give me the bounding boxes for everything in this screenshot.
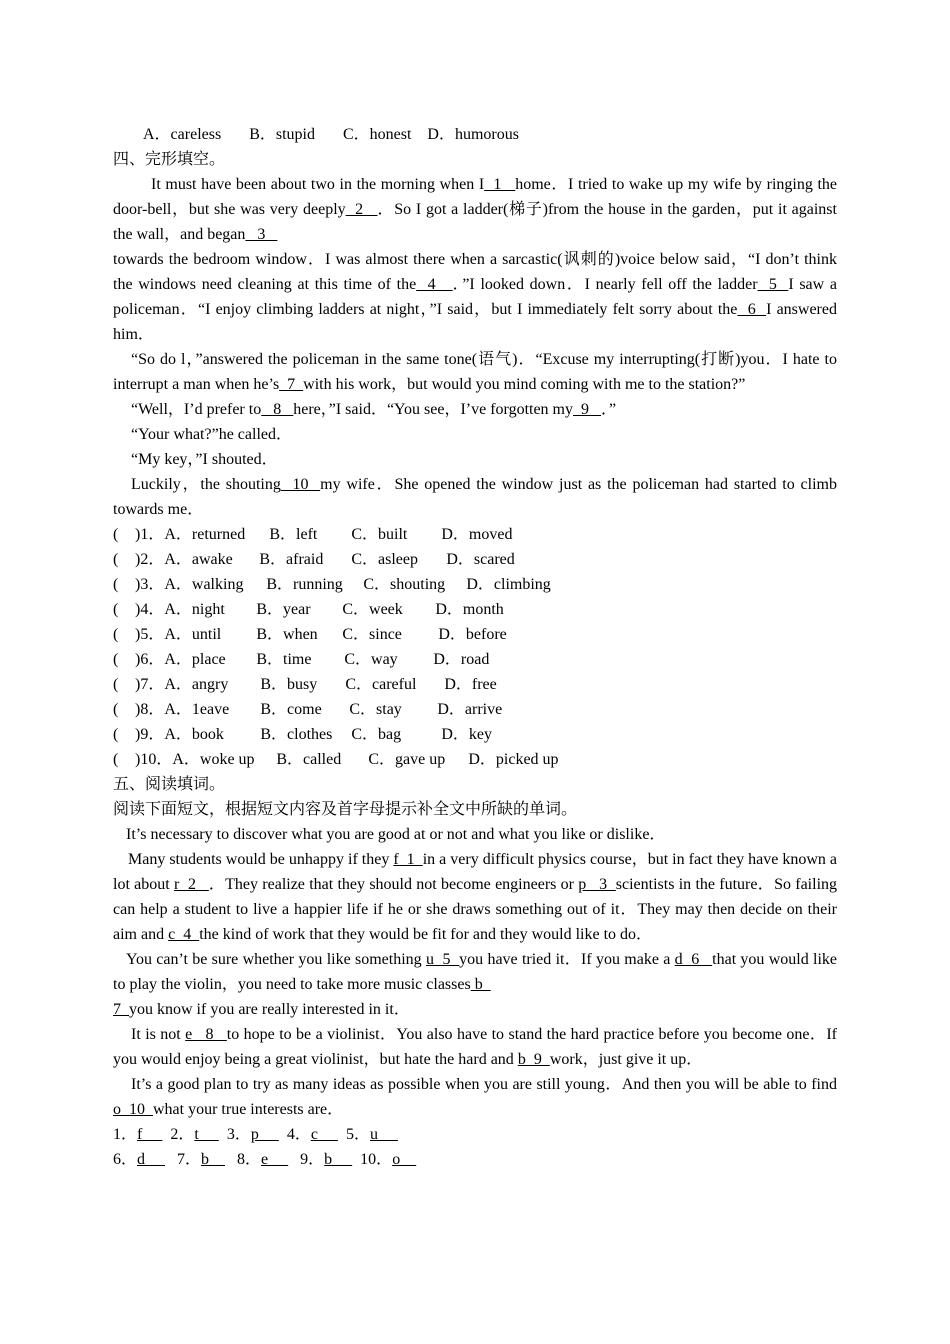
reading-blank-6: d 6 [674,951,713,968]
cloze-paragraph-3: “So do l，”answered the policeman in the same tone(语气)．“Excuse my interrupting(打断)you．I hate to interrupt a man when he’s 7 with his work，but would you mind coming with me to the station?” [113,351,837,393]
cloze-paragraph-5: “Your what?”he called． [131,426,292,443]
question-row: ( )4．A．night B．year C．week D．month [113,601,504,618]
reading-blank-1: f 1 [393,851,423,868]
reading-blank-10: o 10 [113,1101,153,1118]
reading-paragraph-2: Many students would be unhappy if they f 1 in a very difficult physics course，but in fact they have known a lot about r 2 ．They realize that they should not become engineers or p 3 scientists in the future．So failing can help a student to live a happier life if he or she draws something out of it．They may then decide on their aim and c 4 the kind of work that they would be fit for and they would like to do． [113,851,838,943]
reading-blank-4: c 4 [168,926,200,943]
cloze-paragraph-6: “My key，”I shouted． [131,451,278,468]
answer-blank: o [392,1151,417,1168]
answer-blank: f [137,1126,163,1143]
question-row: ( )10．A．woke up B．called C．gave up D．picked up [113,751,559,768]
previous-question-options: A．careless B．stupid C．honest D．humorous [143,126,519,143]
answer-blank: t [194,1126,219,1143]
question-row: ( )6．A．place B．time C．way D．road [113,651,490,668]
cloze-blank-2: 2 [345,201,378,218]
reading-paragraph-5: It’s a good plan to try as many ideas as possible when you are still young．And then you will be able to find o 10 what your true interests are． [113,1076,837,1118]
answer-blank: p [250,1126,279,1143]
answer-blank: d [137,1151,166,1168]
question-row: ( )2．A．awake B．afraid C．asleep D．scared [113,551,515,568]
answer-blank: e [261,1151,289,1168]
answer-blank: c [310,1126,338,1143]
reading-blank-7: b [470,976,491,993]
answer-blank: b [324,1151,353,1168]
cloze-blank-8: 8 [261,401,294,418]
section-4-heading: 四、完形填空。 [113,151,226,168]
question-row: ( )8．A．1eave B．come C．stay D．arrive [113,701,503,718]
question-row: ( )5．A．until B．when C．since D．before [113,626,507,643]
cloze-blank-7: 7 [279,376,304,393]
reading-blank-9: b 9 [517,1051,550,1068]
reading-blank-5: u 5 [425,951,460,968]
question-row: ( )3．A．walking B．running C．shouting D．climbing [113,576,551,593]
cloze-paragraph-1: It must have been about two in the morning when I 1 home．I tried to wake up my wife by ringing the door-bell，but she was very deeply 2 ．So I got a ladder(梯子)from the house in the garden，put it against the wall，and began 3 [113,176,838,243]
reading-paragraph-3: You can’t be sure whether you like something u 5 you have tried it．If you make a d 6 that you would like to play the violin，you need to take more music classes b [113,951,838,993]
question-row: ( )7．A．angry B．busy C．careful D．free [113,676,497,693]
reading-paragraph-4: It is not e 8 to hope to be a violinist．You also have to stand the hard practice before you become one．If you would enjoy being a great violinist，but hate the hard and b 9 work，just give it up． [113,1026,837,1068]
cloze-question-list [113,522,837,772]
cloze-blank-5: 5 [757,276,789,293]
answer-blank: u [369,1126,398,1143]
cloze-blank-10: 10 [280,476,321,493]
cloze-paragraph-7: Luckily，the shouting 10 my wife．She opened the window just as the policeman had started to climb towards me． [113,476,837,518]
document-page [113,122,837,1172]
answer-blank: b [201,1151,226,1168]
section-5-heading: 五、阅读填词。 [113,776,226,793]
question-row: ( )1．A．returned B．left C．built D．moved [113,526,513,543]
cloze-paragraph-4: “Well，I’d prefer to 8 here，”I said．“You see，I’ve forgotten my 9 ．” [131,401,617,418]
question-row: ( )9．A．book B．clothes C．bag D．key [113,726,493,743]
cloze-blank-6: 6 [737,301,767,318]
cloze-blank-1: 1 [484,176,516,193]
reading-blank-8: e 8 [185,1026,227,1043]
reading-blank-3: p 3 [578,876,616,893]
answer-row-1: 1．f 2．t 3．p 4．c 5．u [113,1126,398,1143]
reading-paragraph-1: It’s necessary to discover what you are good at or not and what you like or dislike． [126,826,666,843]
section-5-instruction: 阅读下面短文，根据短文内容及首字母提示补全文中所缺的单词。 [113,801,578,818]
cloze-blank-3: 3 [245,226,278,243]
reading-blank-2: r 2 [174,876,209,893]
cloze-paragraph-2: towards the bedroom window．I was almost there when a sarcastic(讽刺的)voice below said，“I don’t think the windows need cleaning at this time of the 4 ．”I looked down．I nearly fell off the ladder 5 I saw a policeman．“I enjoy climbing ladders at night，”I said，but I immediately felt sorry about the 6 I answered him． [113,251,837,343]
reading-blank-7-continued: 7 [113,1001,129,1018]
cloze-blank-4: 4 [416,276,453,293]
cloze-blank-9: 9 [573,401,602,418]
reading-paragraph-3-continued: 7 you know if you are really interested in it． [113,1001,410,1018]
answer-row-2: 6．d 7．b 8．e 9．b 10．o [113,1151,417,1168]
